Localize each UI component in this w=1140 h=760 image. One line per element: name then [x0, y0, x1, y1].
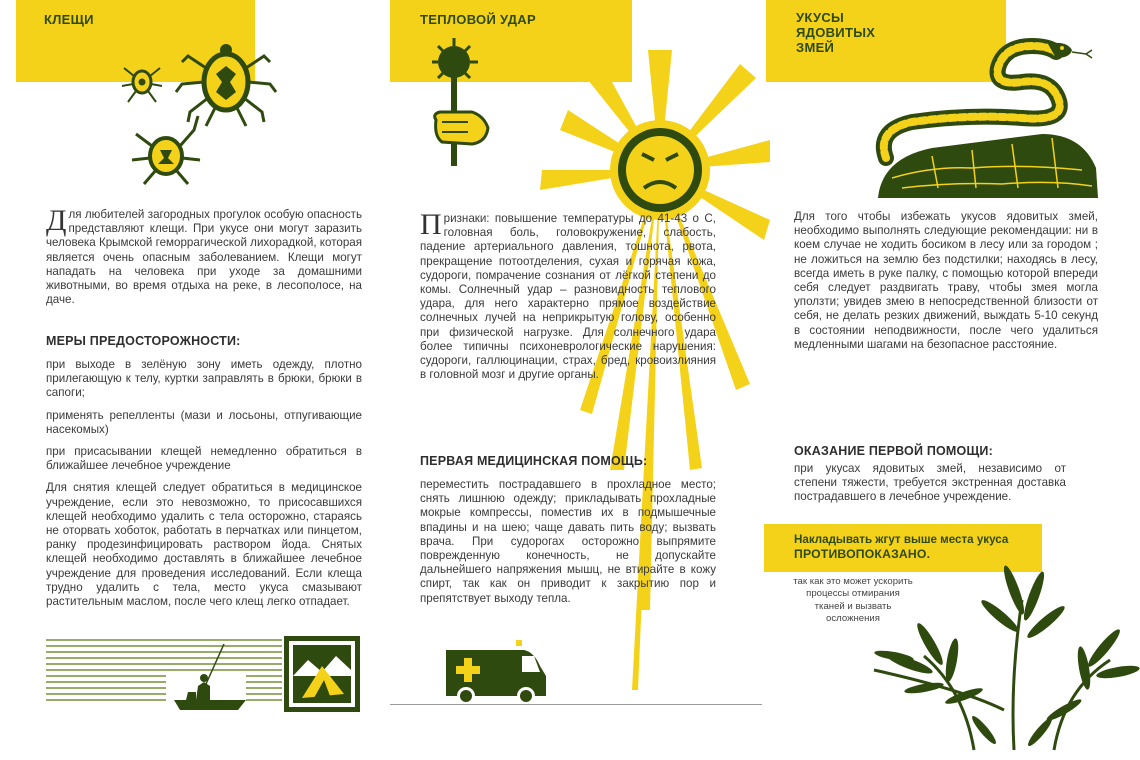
- precautions-heading: МЕРЫ ПРЕДОСТОРОЖНОСТИ:: [46, 334, 241, 348]
- heatstroke-dropcap: П: [420, 208, 442, 241]
- ticks-dropcap: Д: [46, 204, 67, 237]
- ambulance-icon: [442, 640, 552, 704]
- tick-icon: [118, 36, 278, 201]
- precaution-item: при присасывании клещей немедленно обратиться в ближайшее лечебное учреждение: [46, 445, 362, 473]
- ticks-intro-text: ля любителей загородных прогулок особую опасность представляют клещи. При укусе они могут заразить человека Крымской геморрагической лихорадкой, которая является очень опасным заболеванием. Клещи могут нападать на человека при уходе за домашними животными, во время отдыха на реке, в лесополосе, на даче.: [46, 208, 362, 307]
- first-aid-heading: ПЕРВАЯ МЕДИЦИНСКАЯ ПОМОЩЬ:: [420, 454, 648, 468]
- heatstroke-header-text: ТЕПЛОВОЙ УДАР: [420, 12, 536, 27]
- ticks-header-text: КЛЕЩИ: [44, 12, 94, 27]
- snake-icon: [872, 38, 1112, 208]
- camping-tent-icon: [284, 636, 360, 712]
- precaution-item: применять репелленты (мази и лосьоны, отпугивающие насекомых): [46, 408, 362, 436]
- ground-line: [390, 704, 762, 705]
- tick-removal-text: Для снятия клещей следует обратиться в медицинское учреждение, если это невозможно, то присосавшихся клещей необходимо удалить с тела осторожно, стараясь не оторвать хоботок, работать в перчатках или пинцетом, ранку продезинфицировать раствором йода. Снятых клещей необходимо доставлять в ближайшее лечебное учреждение для проведения исследований. Если клеща трудно удалить с тела, место укуса смазывают растительным маслом, после чего клещ легко отпадает.: [46, 481, 362, 609]
- snakebite-column: [760, 0, 1140, 760]
- microbe-hand-icon: [428, 36, 508, 176]
- snakebite-first-aid-heading: ОКАЗАНИЕ ПЕРВОЙ ПОМОЩИ:: [794, 444, 993, 458]
- snakebite-intro: Для того чтобы избежать укусов ядовитых змей, необходимо выполнять следующие рекомендации: ни в коем случае не ходить босиком в лесу или за городом ; не ложиться на землю без подстилки; находясь в лесу, всегда иметь в руке палку, с помощью которой впереди себя следует раздвигать траву, чтобы змея могла уползти; увидев змею в непосредственной близости от себя, не делать резких движений, выждать 5-10 секунд в состоянии неподвижности, после чего удалиться медленными шагами на безопасное расстояние.: [794, 210, 1098, 351]
- snakebite-first-aid-text: при укусах ядовитых змей, независимо от степени тяжести, требуется экстренная доставка пострадавшего в лечебное учреждение.: [794, 462, 1066, 504]
- precaution-item: при выходе в зелёную зону иметь одежду, плотно прилегающую к телу, куртки заправлять в брюки, брюки в сапоги;: [46, 358, 362, 400]
- heatstroke-intro-text: ризнаки: повышение температуры до 41-43 о С, головная боль, головокружение, слабость, падение артериального давления, тошнота, рвота, прекращение потоотделения, сухая и горячая кожа, судороги, помрачение сознания от лёгкой степени до комы. Солнечный удар – разновидность теплового удара, для него характерно прямое воздействие солнечных лучей на неприкрытую голову, особенно при физической нагрузке. Для солнечного удара более типичны психоневрологические нарушения: судороги, галлюцинации, страх, бред, кровоизлияния в головной мозг и другие органы.: [420, 212, 716, 382]
- heatstroke-intro: [420, 208, 716, 382]
- outdoor-scene: [46, 634, 362, 714]
- ticks-intro: [46, 204, 362, 307]
- warning-note: так как это может ускорить процессы отмирания тканей и вызвать осложнения: [793, 576, 913, 625]
- heatstroke-column: [380, 0, 760, 760]
- snakebite-header-line: ЗМЕЙ: [796, 40, 835, 55]
- fishing-boat-icon: [46, 634, 282, 714]
- snakebite-header-line: ЯДОВИТЫХ: [796, 25, 876, 40]
- tourniquet-warning-line: Накладывать жгут выше места укуса: [794, 533, 1009, 546]
- first-aid-text: переместить пострадавшего в прохладное место; снять лишнюю одежду; прикладывать прохладные мокрые компрессы, поместив их в подмышечные впадины и на шею; чаще давать пить воду; вызвать врача. При судорогах осторожно выпрямите поврежденную конечность, не допускайте дальнейшего напряжения мышц, не втирайте в кожу спирт, так как он приводит к закрытию пор и препятствует выходу тепла.: [420, 478, 716, 605]
- snakebite-header-line: УКУСЫ: [796, 10, 845, 25]
- palm-plant-icon: [864, 560, 1134, 750]
- precautions-list: [46, 358, 362, 617]
- contraindicated-label: ПРОТИВОПОКАЗАНО.: [794, 547, 931, 561]
- ticks-column: [0, 0, 380, 760]
